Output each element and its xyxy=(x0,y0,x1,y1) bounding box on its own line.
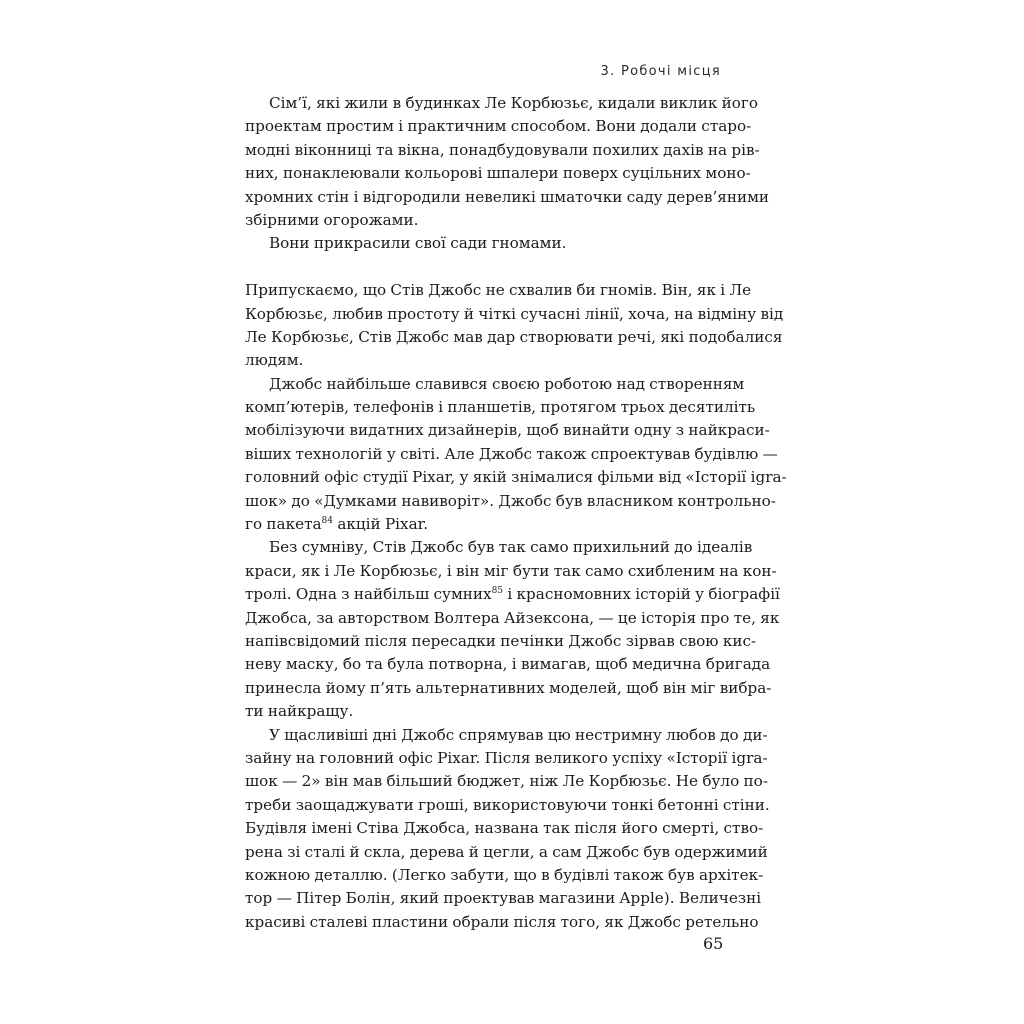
text-line: Сім’ї, які жили в будинках Ле Корбюзьє, кидали виклик його xyxy=(269,94,759,112)
body-text xyxy=(245,92,787,934)
text-line: Будівля імені Стіва Джобса, названа так після його смерті, ство- xyxy=(245,819,764,838)
text-line: головний офіс студії Pixar, у якій знімалися фільми від «Історії igra- xyxy=(245,468,787,487)
text-line: Корбюзьє, любив простоту й чіткі сучасні лінії, хоча, на відміну від xyxy=(245,304,784,323)
text-line: неву маску, бо та була потворна, і вимагав, щоб медична бригада xyxy=(245,655,771,674)
text-line: кожною деталлю. (Легко забути, що в будівлі також був архітек- xyxy=(245,865,764,884)
text-line: модні віконниці та вікна, понадбудовували похилих дахів на рів- xyxy=(245,140,760,159)
paragraph-6 xyxy=(245,724,770,935)
text-line: шок — 2» він мав більший бюджет, ніж Ле Корбюзьє. Не було по- xyxy=(245,772,768,791)
text-fragment: акцій Pixar. xyxy=(333,515,429,534)
text-line: принесла йому п’ять альтернативних моделей, щоб він міг вибра- xyxy=(245,678,772,697)
text-line: краси, як і Ле Корбюзьє, і він міг бути так само схибленим на кон- xyxy=(245,561,777,580)
text-line: збірними огорожами. xyxy=(245,210,419,229)
text-line: Ле Корбюзьє, Стів Джобс мав дар створювати речі, які подобалися xyxy=(245,327,783,346)
footnote-ref-85[interactable]: 85 xyxy=(491,586,504,597)
running-head: 3. Робочі місця xyxy=(600,64,721,79)
text-fragment: тролі. Одна з найбільш сумних xyxy=(245,585,492,604)
text-line: Без сумніву, Стів Джобс був так само прихильний до ідеалів xyxy=(269,538,753,557)
text-line xyxy=(245,513,737,536)
text-line: них, понаклеювали кольорові шпалери поверх суцільних моно- xyxy=(245,164,751,183)
text-line: зайну на головний офіс Pixar. Після великого успіху «Історії igra- xyxy=(245,748,768,767)
section-break xyxy=(245,256,737,279)
text-line: шок» до «Думками навиворіт». Джобс був власником контрольно- xyxy=(245,491,776,510)
paragraph-2 xyxy=(245,232,737,255)
text-fragment: і красномовних історій у біографії xyxy=(503,585,780,604)
page-number: 65 xyxy=(703,934,724,953)
text-line: напівсвідомий після пересадки печінки Джобс зірвав свою кис- xyxy=(245,631,757,650)
text-line: треби заощаджувати гроші, використовуючи тонкі бетонні стіни. xyxy=(245,795,770,814)
text-line: красиві сталеві пластини обрали після того, як Джобс ретельно xyxy=(245,912,759,931)
paragraph-3 xyxy=(245,279,784,373)
text-line xyxy=(245,583,780,606)
text-line: віших технологій у світі. Але Джобс також спроектував будівлю — xyxy=(245,444,778,463)
text-line: тор — Пітер Болін, який проектував магазини Apple). Величезні xyxy=(245,889,762,908)
paragraph-5 xyxy=(245,536,780,723)
text-line: Припускаємо, що Стів Джобс не схвалив би гномів. Він, як і Ле xyxy=(245,281,752,300)
paragraph-1 xyxy=(245,92,770,232)
text-line: рена зі сталі й скла, дерева й цегли, а сам Джобс був одержимий xyxy=(245,842,768,861)
text-line: У щасливіші дні Джобс спрямував цю нестримну любов до ди- xyxy=(269,725,768,744)
text-line: людям. xyxy=(245,351,304,370)
paragraph-4 xyxy=(245,373,787,537)
footnote-ref-84[interactable]: 84 xyxy=(321,516,333,527)
text-line: комп’ютерів, телефонів і планшетів, протягом трьох десятиліть xyxy=(245,398,756,417)
text-line: Джобс найбільше славився своєю роботою над створенням xyxy=(269,374,745,393)
text-line: Джобса, за авторством Волтера Айзексона, — це історія про те, як xyxy=(245,608,780,627)
text-fragment: го пакета xyxy=(245,515,322,534)
text-line: проектам простим і практичним способом. Вони додали старо- xyxy=(245,117,752,136)
text-line: Вони прикрасили свої сади гномами. xyxy=(269,234,567,253)
text-line: ти найкращу. xyxy=(245,702,354,721)
text-line: мобілізуючи видатних дизайнерів, щоб винайти одну з найкраси- xyxy=(245,421,770,440)
text-line: хромних стін і відгородили невеликі шматочки саду дерев’яними xyxy=(245,187,770,206)
